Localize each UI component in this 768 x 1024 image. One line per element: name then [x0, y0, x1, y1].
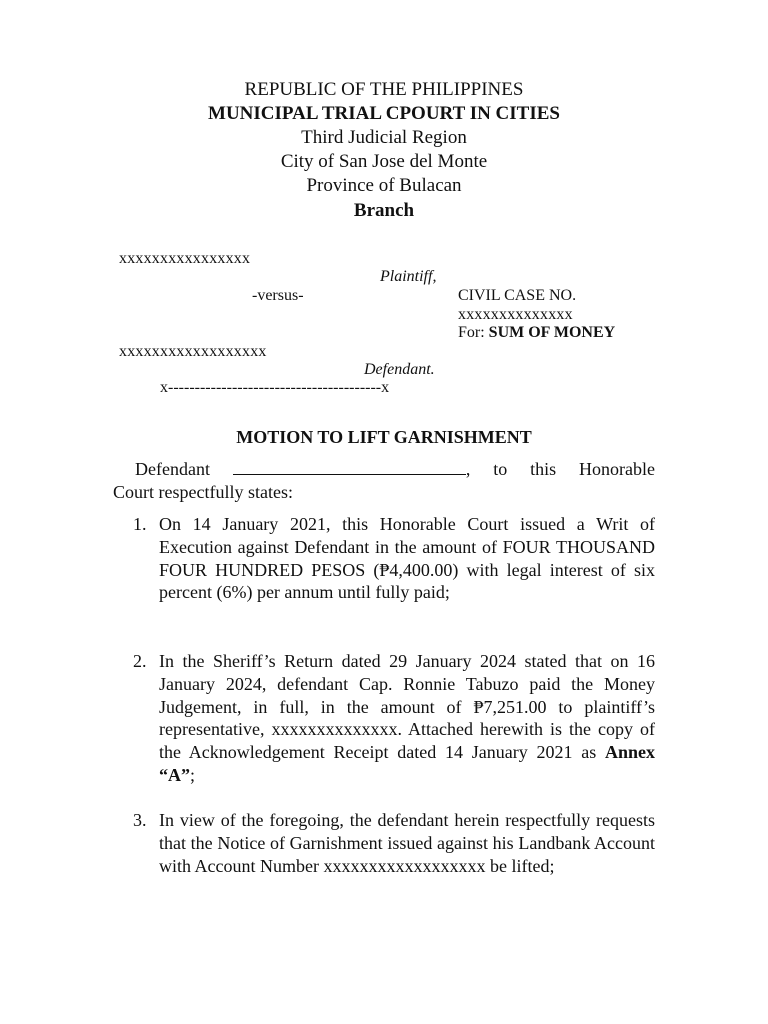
case-nature-value: SUM OF MONEY — [488, 324, 616, 341]
list-item — [133, 650, 655, 787]
defendant-blank — [233, 458, 466, 475]
case-number-label: CIVIL CASE NO. — [458, 287, 577, 304]
caption-separator: x----------------------------------------x — [160, 379, 390, 396]
header-branch: Branch — [353, 200, 415, 221]
intro-word: Defendant — [135, 459, 210, 479]
list-item-text-end: ; — [190, 764, 196, 785]
list-item-text — [159, 650, 655, 787]
plaintiff-name: xxxxxxxxxxxxxxxx — [119, 250, 251, 267]
header-republic: REPUBLIC OF THE PHILIPPINES — [244, 79, 524, 100]
intro-line-2: Court respectfully states: — [113, 482, 293, 502]
list-item-number: 1. — [133, 514, 147, 534]
list-item-number: 2. — [133, 651, 147, 671]
intro-paragraph — [113, 458, 655, 504]
annex-reference: Annex “A” — [159, 742, 655, 785]
list-item-text: On 14 January 2021, this Honorable Court issued a Writ of Execution against Defendant in the amount of FOUR THOUSAND FOUR HUNDRED PESOS (₱4,400.00) with legal interest of six percent (6%) per annum until fully paid; — [159, 514, 655, 603]
header-court: MUNICIPAL TRIAL CPOURT IN CITIES — [208, 103, 560, 124]
case-number: xxxxxxxxxxxxxx — [458, 306, 573, 323]
defendant-label: Defendant. — [364, 361, 435, 378]
defendant-name: xxxxxxxxxxxxxxxxxx — [119, 343, 267, 360]
list-item — [133, 513, 655, 604]
list-item-number: 3. — [133, 810, 147, 830]
versus-label: -versus- — [252, 287, 304, 304]
motion-title: MOTION TO LIFT GARNISHMENT — [236, 427, 532, 447]
list-item-text-main: In the Sheriff’s Return dated 29 January 2024 stated that on 16 January 2024, defendant Cap. Ronnie Tabuzo paid the Money Judgement, in full, in the amount of ₱7,251.00 to plaintiff’s representative, xxxxxxxxxxxxxx. Attached herewith is the copy of the Acknowledgement Receipt dated 14 January 2021 as — [159, 651, 655, 763]
intro-tail: , to this Honorable — [465, 459, 655, 479]
list-item-text: In view of the foregoing, the defendant herein respectfully requests that the Notice of Garnishment issued against his Landbank Account with Account Number xxxxxxxxxxxxxxxxxx be lifted; — [159, 810, 655, 876]
header-region: Third Judicial Region — [301, 127, 467, 148]
list-item — [133, 809, 655, 877]
plaintiff-label: Plaintiff, — [380, 268, 437, 285]
intro-line-1 — [113, 458, 655, 481]
header-province: Province of Bulacan — [306, 175, 462, 196]
header-city: City of San Jose del Monte — [280, 151, 488, 172]
case-nature — [458, 323, 615, 343]
case-nature-label: For: — [458, 324, 489, 341]
